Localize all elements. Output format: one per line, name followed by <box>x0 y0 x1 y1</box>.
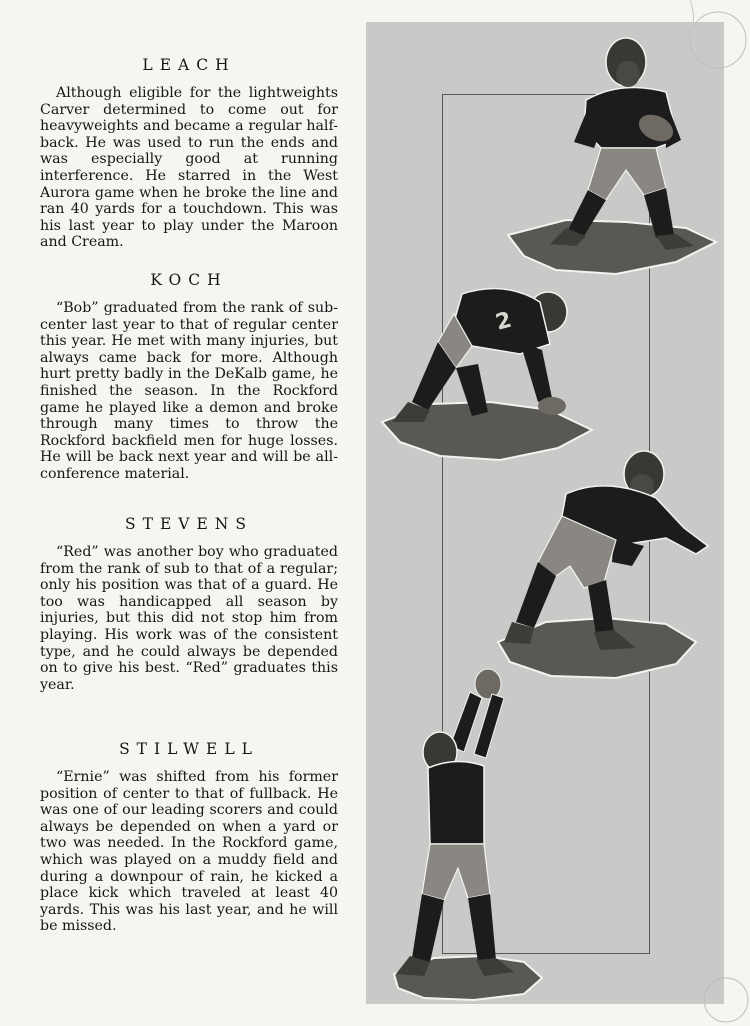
section-body: “Ernie” was shifted from his former position of center to that of fullback. He was one of our leading scorers and could always be depended on when a yard or two was needed. In the Rockford game, which was played on a muddy field and during a downpour of rain, he kicked a place kick which traveled at least 40 yards. This was his last year, and he will be missed. <box>40 769 338 935</box>
section-heading: STEVENS <box>125 515 253 533</box>
section-body: “Red” was another boy who graduated from the rank of sub to that of a regular; only his position was that of a guard. He too was handicapped all season by injuries, but this did not stop him from playing. His work was of the consistent type, and he could always be depended on to give his best. “Red” graduates this year. <box>40 544 338 693</box>
scan-mark-top <box>670 0 750 70</box>
player-photo-stilwell <box>384 662 554 1002</box>
section-body: Although eligible for the lightweights Carver determined to come out for heavyweights and became a regular half-back. He was used to run the ends and was especially good at running interference. He starred in the West Aurora game when he broke the line and ran 40 yards for a touchdown. This was his last year to play under the Maroon and Cream. <box>40 85 338 251</box>
player-photo-stevens <box>496 442 716 692</box>
section-koch <box>40 270 338 483</box>
section-leach <box>40 55 338 251</box>
jersey-number: 2 <box>493 307 515 336</box>
photo-panel <box>366 22 724 1004</box>
section-stilwell <box>40 739 338 935</box>
section-heading: KOCH <box>150 271 228 289</box>
section-heading: LEACH <box>142 56 236 74</box>
section-stevens <box>40 514 338 693</box>
section-heading: STILWELL <box>119 740 259 758</box>
scan-mark-bottom <box>690 966 750 1026</box>
section-body: “Bob” graduated from the rank of sub-center last year to that of regular center this year. He met with many injuries, but always came back for more. Although hurt pretty badly in the DeKalb game, he finished the season. In the Rockford game he played like a demon and broke through many times to throw the Rockford backfield men for huge losses. He will be back next year and will be all-conference material. <box>40 300 338 482</box>
